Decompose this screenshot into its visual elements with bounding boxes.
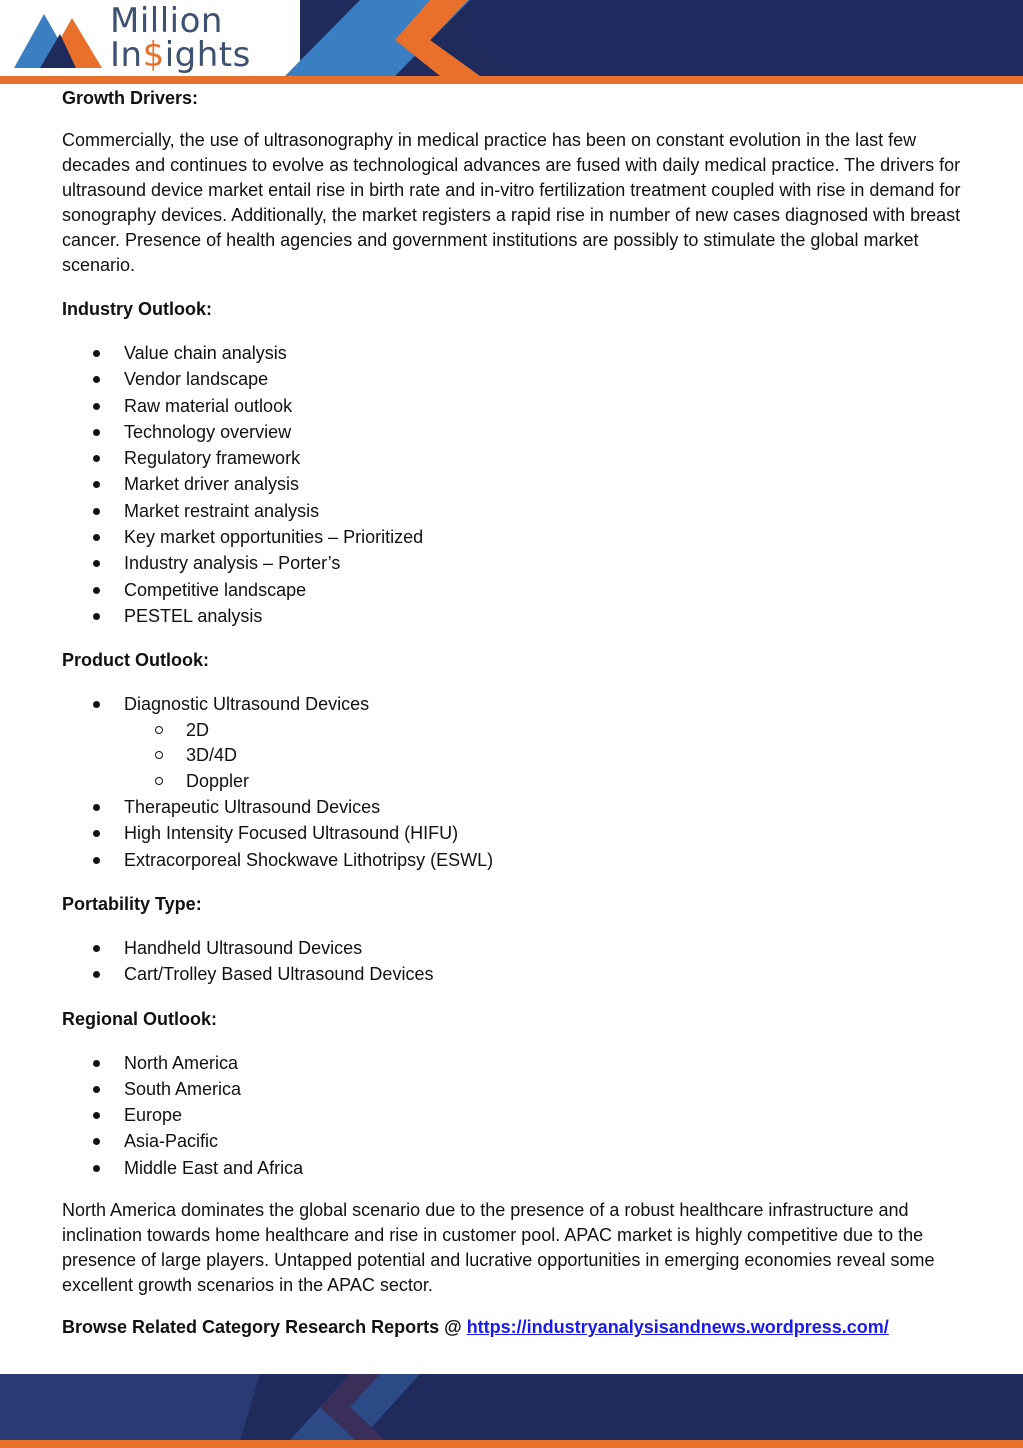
product-outlook-list bbox=[62, 691, 962, 717]
list-item: Cart/Trolley Based Ultrasound Devices bbox=[62, 961, 962, 987]
logo-dollar-accent: $ bbox=[142, 35, 165, 75]
logo-line-1: Million bbox=[110, 1, 223, 41]
list-item: Asia-Pacific bbox=[62, 1128, 962, 1154]
logo-icon bbox=[14, 8, 104, 68]
regional-outlook-heading: Regional Outlook: bbox=[62, 1008, 217, 1029]
product-outlook-sublist bbox=[62, 718, 962, 795]
browse-label: Browse Related Category Research Reports @ bbox=[62, 1317, 467, 1338]
product-outlook-heading: Product Outlook: bbox=[62, 650, 209, 671]
list-item: Vendor landscape bbox=[62, 366, 962, 392]
footer-banner bbox=[0, 1374, 1023, 1448]
list-item: High Intensity Focused Ultrasound (HIFU) bbox=[62, 820, 962, 846]
regional-outlook-paragraph: North America dominates the global scenario due to the presence of a robust healthcare infrastructure and inclination towards home healthcare and rise in customer pool. APAC market is highly competitive due to the presence of large players. Untapped potential and lucrative opportunities in emerging economies reveal some excellent growth scenarios in the APAC sector. bbox=[62, 1200, 935, 1296]
logo-line-2 bbox=[110, 35, 251, 75]
list-item: Diagnostic Ultrasound Devices bbox=[62, 691, 962, 717]
logo-text bbox=[110, 1, 251, 75]
growth-drivers-paragraph: Commercially, the use of ultrasonography in medical practice has been on constant evolution in the last few decades and continues to evolve as technological advances are fused with daily medical practice. The drivers for ultrasound device market entail rise in birth rate and in-vitro fertilization treatment coupled with rise in demand for sonography devices. Additionally, the market registers a rapid rise in number of new cases diagnosed with breast cancer. Presence of health agencies and government institutions are possibly to stimulate the global market scenario. bbox=[62, 130, 961, 275]
browse-link[interactable]: https://industryanalysisandnews.wordpress.com/ bbox=[466, 1317, 889, 1338]
growth-drivers-heading: Growth Drivers: bbox=[62, 88, 199, 108]
list-item: Handheld Ultrasound Devices bbox=[62, 935, 962, 961]
browse-related-reports bbox=[62, 1315, 962, 1340]
list-item: Europe bbox=[62, 1102, 962, 1128]
list-item: Regulatory framework bbox=[62, 445, 962, 471]
list-item: Key market opportunities – Prioritized bbox=[62, 524, 962, 550]
industry-outlook-list bbox=[62, 340, 962, 629]
list-item: Market restraint analysis bbox=[62, 498, 962, 524]
list-item: Raw material outlook bbox=[62, 393, 962, 419]
product-outlook-list-continued bbox=[62, 794, 962, 873]
portability-type-list bbox=[62, 935, 962, 988]
portability-type-heading: Portability Type: bbox=[62, 893, 202, 914]
list-item: Value chain analysis bbox=[62, 340, 962, 366]
sub-list-item: Doppler bbox=[62, 769, 962, 795]
list-item: Extracorporeal Shockwave Lithotripsy (ESWL) bbox=[62, 847, 962, 873]
list-item: Therapeutic Ultrasound Devices bbox=[62, 794, 962, 820]
footer-graphic bbox=[0, 1374, 1023, 1448]
list-item: Competitive landscape bbox=[62, 577, 962, 603]
document-content bbox=[62, 84, 962, 1358]
regional-outlook-list bbox=[62, 1050, 962, 1181]
logo-line-2-part-2: ights bbox=[164, 35, 251, 75]
sub-list-item: 3D/4D bbox=[62, 743, 962, 769]
list-item: Industry analysis – Porter’s bbox=[62, 550, 962, 576]
list-item: Market driver analysis bbox=[62, 471, 962, 497]
logo-line-2-part-1: In bbox=[110, 35, 143, 75]
industry-outlook-heading: Industry Outlook: bbox=[62, 299, 212, 319]
list-item: Technology overview bbox=[62, 419, 962, 445]
list-item: South America bbox=[62, 1076, 962, 1102]
list-item: PESTEL analysis bbox=[62, 603, 962, 629]
list-item: Middle East and Africa bbox=[62, 1155, 962, 1181]
list-item: North America bbox=[62, 1050, 962, 1076]
sub-list-item: 2D bbox=[62, 718, 962, 744]
header-banner bbox=[0, 0, 1023, 84]
